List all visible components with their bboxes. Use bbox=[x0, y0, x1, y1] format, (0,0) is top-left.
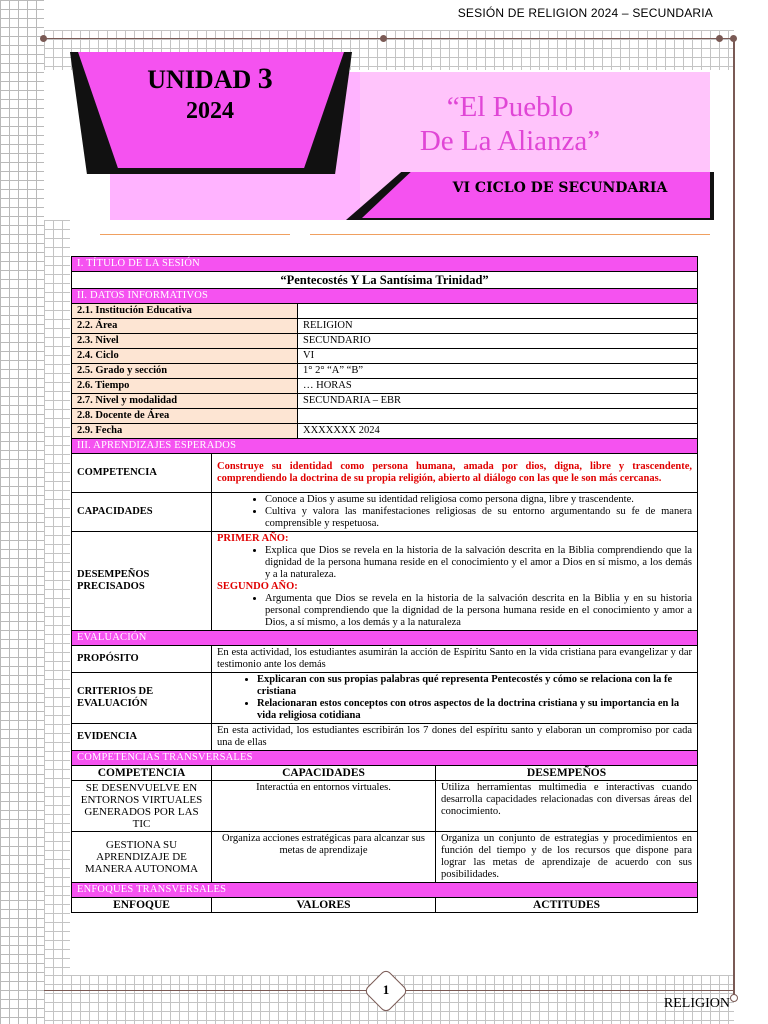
session-title-row bbox=[72, 272, 698, 289]
divider-line-right bbox=[310, 234, 710, 235]
section-header-transversal: COMPETENCIAS TRANSVERSALES bbox=[72, 751, 698, 766]
unit-theme-line-1: “El Pueblo bbox=[446, 91, 574, 123]
info-row: 2.8. Docente de Área bbox=[72, 409, 698, 424]
list-item: • Explicaran con sus propias palabras qué representa Pentecostés y cómo se relaciona con la fe cristiana bbox=[257, 674, 692, 698]
info-row: 2.7. Nivel y modalidad SECUNDARIA – EBR bbox=[72, 394, 698, 409]
footer-line-left bbox=[44, 990, 370, 991]
transversal-header-row: COMPETENCIA CAPACIDADES DESEMPEÑOS bbox=[72, 766, 698, 781]
info-row: 2.1. Institución Educativa bbox=[72, 304, 698, 319]
grid-pattern-margin bbox=[44, 220, 70, 980]
list-item: • Relacionaran estos conceptos con otros aspectos de la doctrina cristiana y su importancia en la vida religiosa cotidiana bbox=[257, 698, 692, 722]
frame-line-right bbox=[733, 38, 735, 1000]
frame-dot bbox=[716, 35, 723, 42]
info-row: 2.3. Nivel SECUNDARIO bbox=[72, 334, 698, 349]
table-row: GESTIONA SU APRENDIZAJE DE MANERA AUTONOMA Organiza acciones estratégicas para alcanzar sus metas de aprendizaje Organiza un conjunto de estrategias y procedimientos en función del tiempo y de los recursos que dispone para lograr las metas de aprendizaje de acuerdo con sus posibilidades. bbox=[72, 832, 698, 883]
table-row: SE DESENVUELVE EN ENTORNOS VIRTUALES GENERADOS POR LAS TIC Interactúa en entornos virtuales. Utiliza herramientas multimedia e interactivas cuando desarrolla capacidades relacionadas con diversas áreas del conocimiento. bbox=[72, 781, 698, 832]
list-item: • Explica que Dios se revela en la historia de la salvación descrita en la Biblia comprendiendo que la dignidad de la persona humana reside en el conocimiento y el amor a Dios en sí mismo, a los demás y a la naturaleza. bbox=[265, 545, 692, 581]
unit-word: UNIDAD bbox=[147, 65, 252, 94]
evidence-row: EVIDENCIA En esta actividad, los estudiantes escribirán los 7 dones del espíritu santo y elaboran un compromiso por cada una de ellas bbox=[72, 724, 698, 751]
footer-line-right bbox=[406, 990, 734, 991]
section-header-approaches: ENFOQUES TRANSVERSALES bbox=[72, 883, 698, 898]
frame-dot bbox=[40, 35, 47, 42]
cycle-label: VI CICLO DE SECUNDARIA bbox=[452, 180, 668, 196]
frame-line-top bbox=[44, 38, 734, 39]
criteria-row: CRITERIOS DE EVALUACIÓN • Explicaran con sus propias palabras qué representa Pentecostés y cómo se relaciona con la fe cristiana • Relacionaran estos conceptos con otros aspectos de la doctrina cristiana y su importancia en la vida religiosa cotidiana bbox=[72, 673, 698, 724]
capacities-row: CAPACIDADES • Conoce a Dios y asume su identidad religiosa como persona digna, libre y trascendente. • Cultiva y valora las manifestaciones religiosas de su entorno argumentando su fe de manera comprensible y respetuosa. bbox=[72, 493, 698, 532]
frame-dot bbox=[730, 994, 738, 1002]
session-title: “Pentecostés Y La Santísima Trinidad” bbox=[72, 272, 698, 289]
approaches-header-row: ENFOQUE VALORES ACTITUDES bbox=[72, 898, 698, 913]
first-year-label: PRIMER AÑO: bbox=[217, 533, 289, 544]
section-header-title: I. TÍTULO DE LA SESIÓN bbox=[72, 257, 698, 272]
competence-text: Construye su identidad como persona humana, amada por dios, digna, libre y trascendente, comprendiendo la doctrina de su propia religión, abierto al diálogo con las que le son más cercanas. bbox=[212, 454, 698, 493]
section-header-learning: III. APRENDIZAJES ESPERADOS bbox=[72, 439, 698, 454]
list-item: • Cultiva y valora las manifestaciones religiosas de su entorno argumentando su fe de manera comprensible y respetuosa. bbox=[265, 506, 692, 530]
unit-year: 2024 bbox=[186, 98, 234, 124]
info-row: 2.4. Ciclo VI bbox=[72, 349, 698, 364]
competence-row: COMPETENCIA Construye su identidad como persona humana, amada por dios, digna, libre y trascendente, comprendiendo la doctrina de su propia religión, abierto al diálogo con las que le son más cercanas. bbox=[72, 454, 698, 493]
footer-label: RELIGION bbox=[663, 996, 730, 1011]
info-row: 2.6. Tiempo … HORAS bbox=[72, 379, 698, 394]
section-header-evaluation: EVALUACIÓN bbox=[72, 631, 698, 646]
unit-theme bbox=[380, 90, 640, 158]
list-item: • Argumenta que Dios se revela en la historia de la salvación descrita en la Biblia y en su historia personal comprendiendo que la dignidad de la persona humana reside en el conocimiento y amor a Dios, a sí mismo, a los demás y a la naturaleza bbox=[265, 593, 692, 629]
info-row: 2.5. Grado y sección 1° 2° “A” “B” bbox=[72, 364, 698, 379]
unit-theme-line-2: De La Alianza” bbox=[419, 125, 601, 157]
purpose-row: PROPÓSITO En esta actividad, los estudiantes asumirán la acción de Espíritu Santo en la vida cristiana para evangelizar y dar testimonio ante los demás bbox=[72, 646, 698, 673]
section-header-info: II. DATOS INFORMATIVOS bbox=[72, 289, 698, 304]
info-row: 2.9. Fecha XXXXXXX 2024 bbox=[72, 424, 698, 439]
divider-line-left bbox=[100, 234, 290, 235]
grid-pattern-left bbox=[0, 0, 44, 1024]
frame-dot bbox=[380, 35, 387, 42]
page-number: 1 bbox=[382, 982, 390, 997]
running-header: SESIÓN DE RELIGION 2024 – SECUNDARIA bbox=[457, 6, 713, 20]
session-table bbox=[71, 256, 698, 913]
list-item: • Conoce a Dios y asume su identidad religiosa como persona digna, libre y trascendente. bbox=[265, 494, 692, 506]
unit-title bbox=[80, 64, 340, 95]
info-row: 2.2. Área RELIGION bbox=[72, 319, 698, 334]
frame-dot bbox=[730, 35, 737, 42]
unit-number: 3 bbox=[257, 62, 273, 95]
second-year-label: SEGUNDO AÑO: bbox=[217, 581, 298, 592]
performances-row: DESEMPEÑOS PRECISADOS PRIMER AÑO: • Explica que Dios se revela en la historia de la salvación descrita en la Biblia comprendiendo que la dignidad de la persona humana reside en el conocimiento y el amor a Dios en sí mismo, a los demás y a la naturaleza. SEGUNDO AÑO: • Argumenta que Dios se revela en la historia de la salvación descrita en la Biblia y en su historia personal comprendiendo que la dignidad de la persona humana reside en el conocimiento y amor a Dios, a sí mismo, a los demás y a la naturaleza bbox=[72, 532, 698, 631]
